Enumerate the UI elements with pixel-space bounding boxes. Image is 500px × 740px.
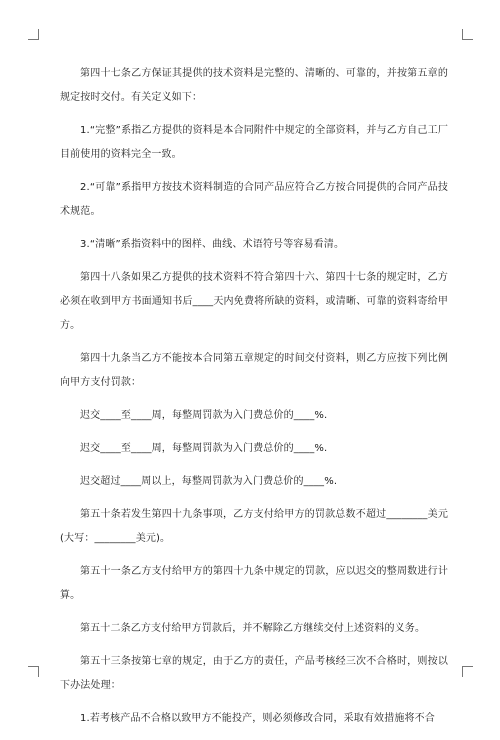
paragraph-article-50: 第五十条若发生第四十九条事项，乙方支付给甲方的罚款总数不超过________美元(大写：________美元)。 (60, 509, 448, 544)
document-body (60, 62, 448, 740)
paragraph-definition-clear: 3.“清晰”系指资料中的图样、曲线、术语符号等容易看清。 (80, 239, 345, 250)
crop-mark-bottom-left (28, 666, 39, 677)
paragraph-article-51: 第五十一条乙方支付给甲方的第四十九条中规定的罚款，应以迟交的整周数进行计算。 (60, 566, 448, 601)
paragraph-article-47: 第四十七条乙方保证其提供的技术资料是完整的、清晰的、可靠的，并按第五章的规定按时交付。有关定义如下： (60, 68, 448, 103)
paragraph-article-52: 第五十二条乙方支付给甲方罚款后，并不解除乙方继续交付上述资料的义务。 (80, 623, 426, 634)
paragraph-article-53: 第五十三条按第七章的规定，由于乙方的责任，产品考核经三次不合格时，则按以下办法处理： (60, 656, 448, 691)
paragraph-article-48: 第四十八条如果乙方提供的技术资料不符合第四十六、第四十七条的规定时，乙方必须在收到甲方书面通知书后____天内免费将所缺的资料，或清晰、可靠的资料寄给甲方。 (60, 272, 448, 331)
crop-mark-top-right (462, 29, 473, 40)
paragraph-article-49: 第四十九条当乙方不能按本合同第五章规定的时间交付资料，则乙方应按下列比例向甲方支付罚款： (60, 353, 448, 388)
crop-mark-top-left (28, 29, 39, 40)
paragraph-penalty-tier-3: 迟交超过____周以上，每整周罚款为入门费总价的____%. (80, 476, 338, 487)
paragraph-article-53-item-1: 1.若考核产品不合格以致甲方不能投产，则必须修改合同，采取有效措施将不合 (80, 713, 435, 724)
crop-mark-bottom-right (462, 666, 473, 677)
paragraph-penalty-tier-1: 迟交____至____周，每整周罚款为入门费总价的____%. (80, 410, 328, 421)
paragraph-definition-complete: 1.“完整”系指乙方提供的资料是本合同附件中规定的全部资料，并与乙方自己工厂目前使用的资料完全一致。 (60, 125, 448, 160)
paragraph-definition-reliable: 2.“可靠”系指甲方按技术资料制造的合同产品应符合乙方按合同提供的合同产品技术规范。 (60, 182, 448, 217)
paragraph-penalty-tier-2: 迟交____至____周，每整周罚款为入门费总价的____%. (80, 443, 328, 454)
